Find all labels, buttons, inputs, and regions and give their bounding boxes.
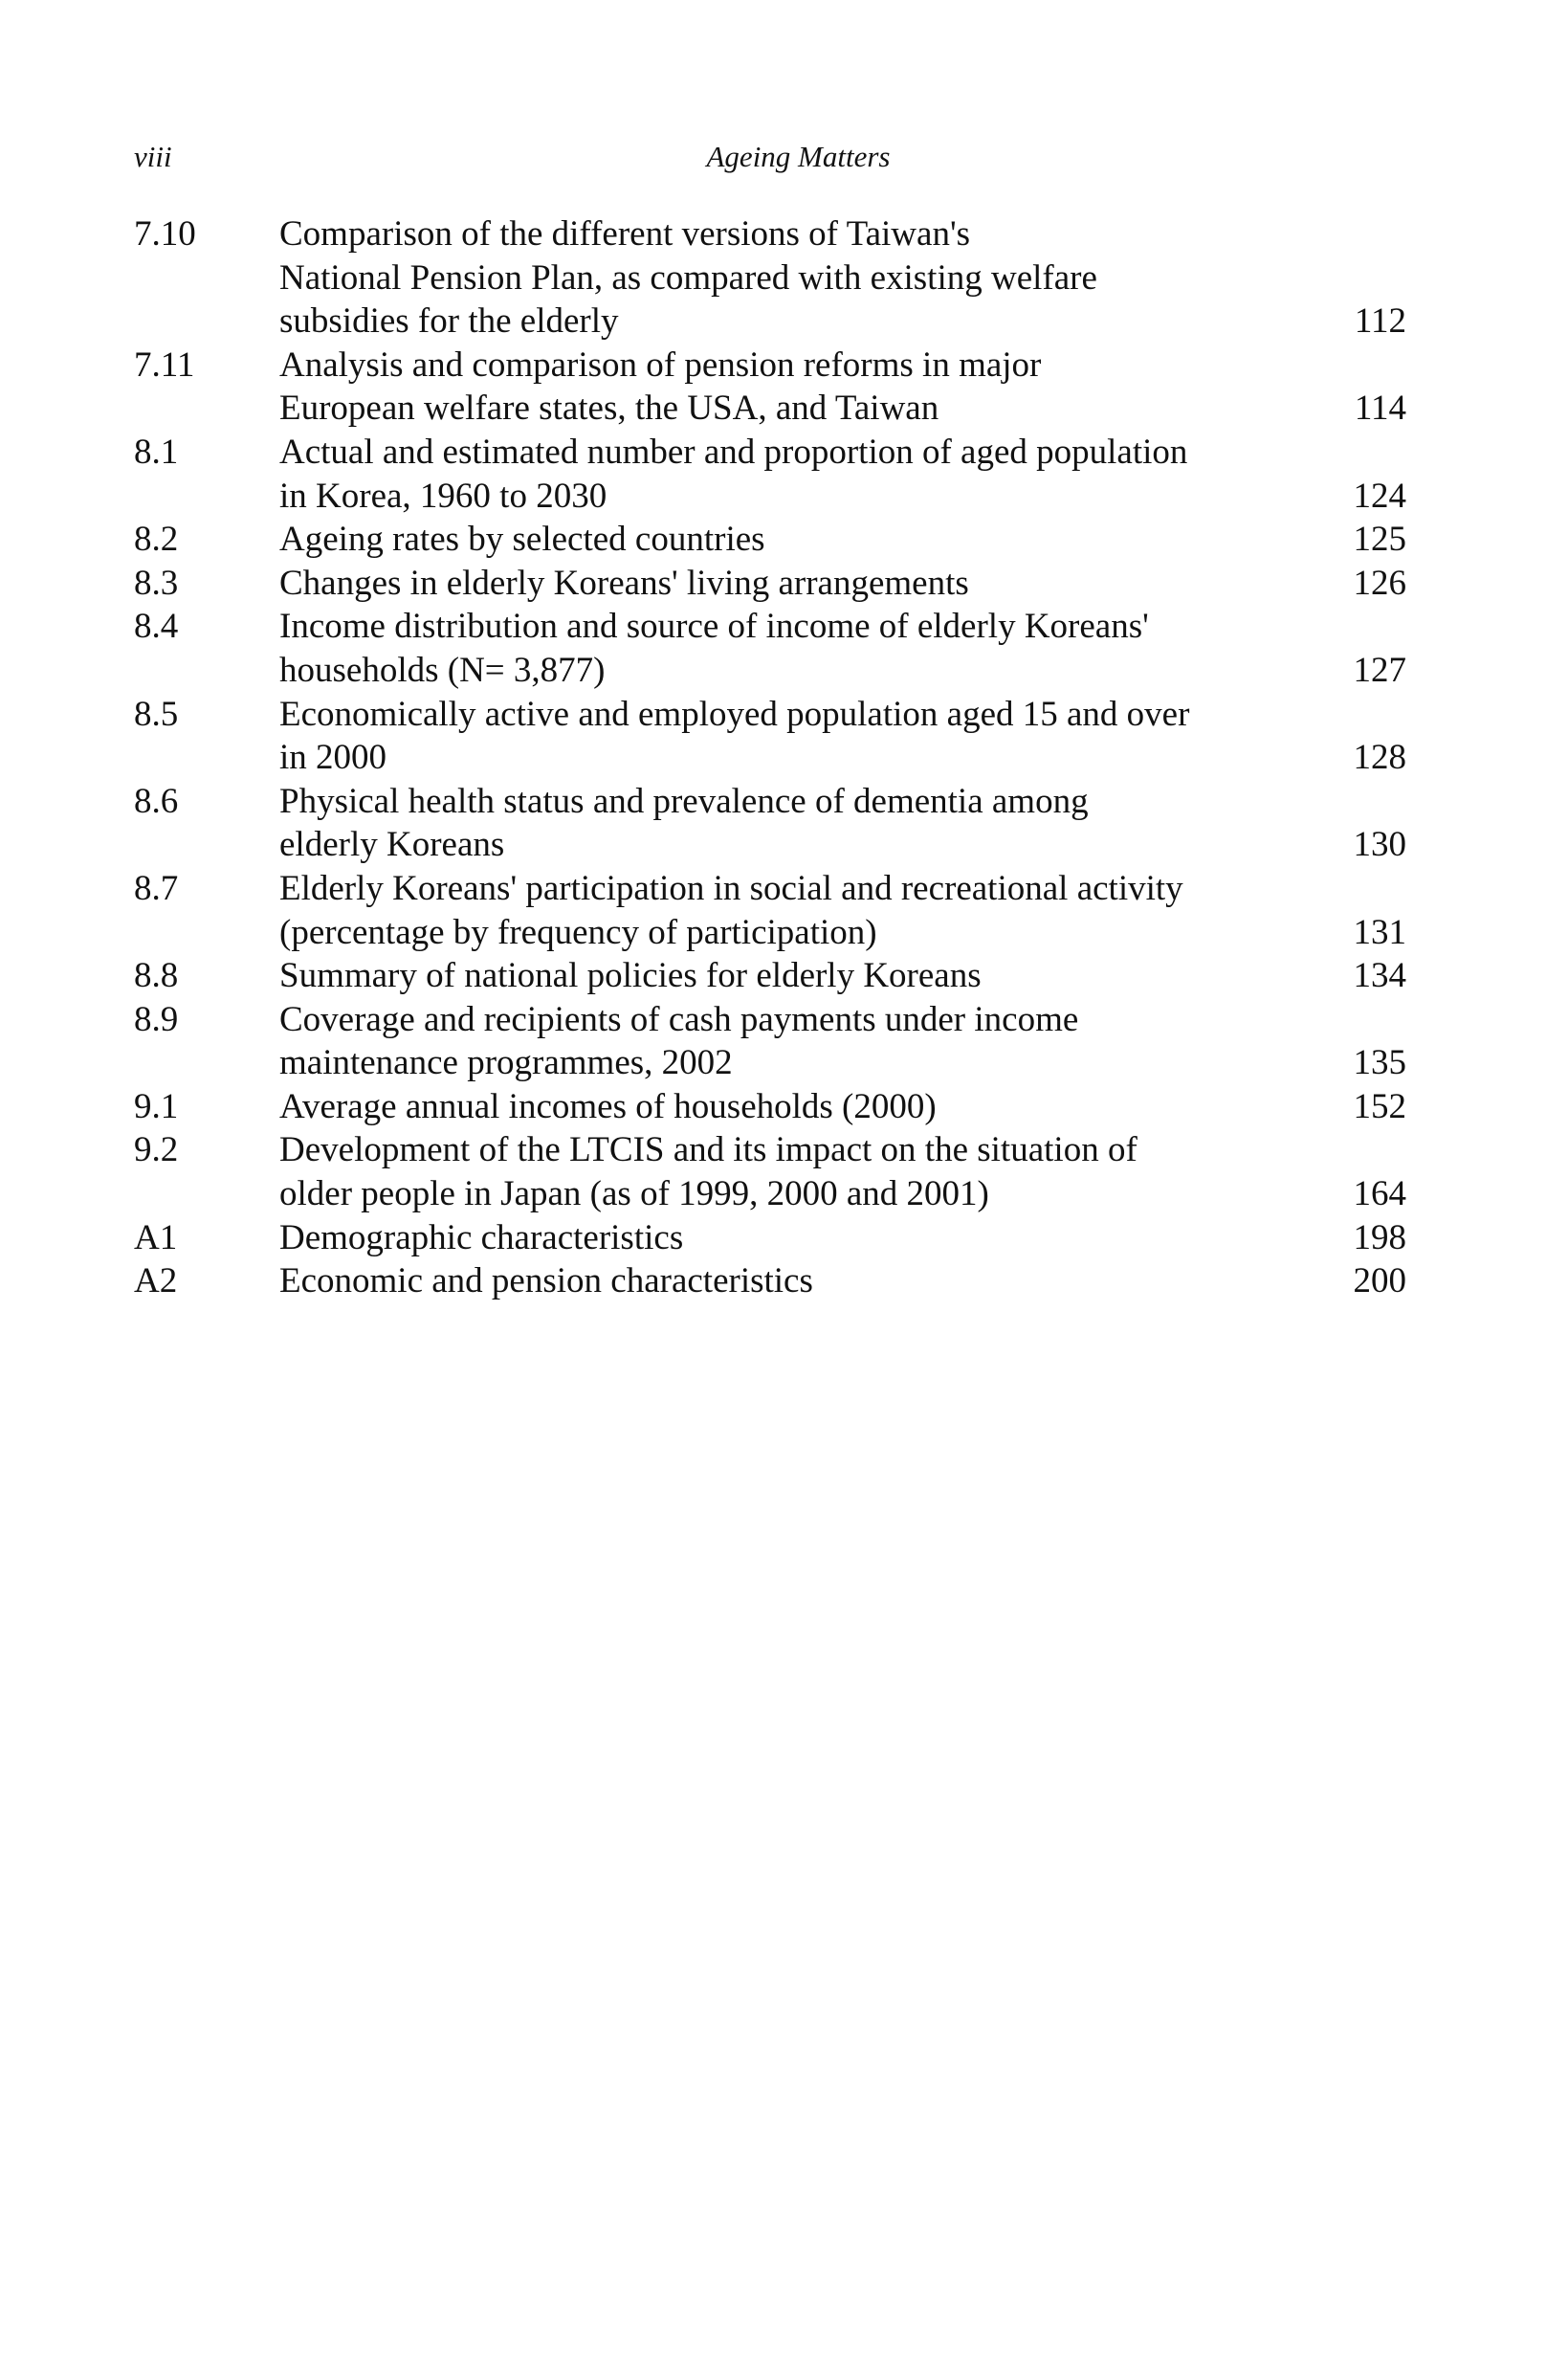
entry-title (279, 605, 1241, 692)
entry-title (279, 518, 1241, 562)
entry-title-line: Average annual incomes of households (2000) (279, 1086, 937, 1126)
entry-number: 9.2 (134, 1130, 179, 1170)
table-list (134, 212, 1406, 1303)
entry-title (279, 998, 1241, 1085)
toc-entry[interactable] (134, 518, 1406, 562)
entry-title (279, 1085, 1241, 1129)
entry-title-line: subsidies for the elderly (279, 301, 619, 342)
entry-title-line: Coverage and recipients of cash payments under income (279, 999, 1079, 1039)
entry-page: 135 (1353, 1043, 1406, 1083)
toc-entry[interactable] (134, 1128, 1406, 1215)
entry-number: 8.5 (134, 694, 179, 734)
toc-entry[interactable] (134, 998, 1406, 1085)
entry-title (279, 431, 1241, 518)
entry-title-line: in Korea, 1960 to 2030 (279, 476, 607, 516)
entry-number: 8.1 (134, 432, 179, 472)
entry-title-line: European welfare states, the USA, and Taiwan (279, 389, 939, 429)
entry-title-line: Economic and pension characteristics (279, 1261, 813, 1301)
entry-title (279, 693, 1241, 780)
entry-title-line: Analysis and comparison of pension reforms in major (279, 345, 1042, 385)
toc-entry[interactable] (134, 605, 1406, 692)
toc-entry[interactable] (134, 954, 1406, 998)
entry-page: 114 (1354, 389, 1406, 429)
toc-entry[interactable] (134, 1216, 1406, 1260)
entry-title-line: older people in Japan (as of 1999, 2000 and 2001) (279, 1174, 989, 1214)
entry-title-line: Elderly Koreans' participation in social and recreational activity (279, 868, 1183, 908)
entry-page: 164 (1353, 1174, 1406, 1214)
entry-title-line: Development of the LTCIS and its impact on the situation of (279, 1130, 1137, 1170)
entry-title-line: elderly Koreans (279, 825, 505, 865)
entry-number: 8.9 (134, 999, 179, 1039)
entry-page: 130 (1353, 825, 1406, 865)
toc-entry[interactable] (134, 1085, 1406, 1129)
entry-page: 152 (1353, 1086, 1406, 1126)
entry-number: A2 (134, 1261, 178, 1301)
entry-title (279, 1128, 1241, 1215)
entry-number: 7.11 (134, 345, 195, 385)
entry-number: 8.3 (134, 563, 179, 603)
entry-title-line: Demographic characteristics (279, 1217, 684, 1257)
toc-entry[interactable] (134, 344, 1406, 431)
running-title: Ageing Matters (706, 140, 891, 173)
entry-title-line: Actual and estimated number and proportion of aged population (279, 432, 1188, 472)
entry-title-line: households (N= 3,877) (279, 650, 606, 690)
entry-number: 8.8 (134, 956, 179, 996)
entry-title (279, 954, 1241, 998)
entry-number: 8.4 (134, 607, 179, 647)
entry-title-line: National Pension Plan, as compared with existing welfare (279, 257, 1097, 298)
toc-entry[interactable] (134, 867, 1406, 954)
entry-title (279, 562, 1241, 606)
entry-title-line: in 2000 (279, 738, 387, 778)
entry-title-line: Summary of national policies for elderly Koreans (279, 956, 982, 996)
entry-page: 134 (1353, 956, 1406, 996)
entry-page: 124 (1353, 476, 1406, 516)
entry-title-line: Economically active and employed population aged 15 and over (279, 694, 1190, 734)
entry-title (279, 1259, 1241, 1303)
entry-title-line: Comparison of the different versions of Taiwan's (279, 214, 971, 254)
entry-title-line: maintenance programmes, 2002 (279, 1043, 733, 1083)
toc-entry[interactable] (134, 1259, 1406, 1303)
entry-title (279, 1216, 1241, 1260)
entry-title (279, 867, 1241, 954)
page-number: viii (134, 140, 172, 173)
entry-page: 198 (1353, 1217, 1406, 1257)
entry-title-line: (percentage by frequency of participation) (279, 912, 877, 952)
entry-page: 200 (1353, 1261, 1406, 1301)
entry-number: 8.7 (134, 868, 179, 908)
entry-number: 8.2 (134, 520, 179, 560)
entry-number: A1 (134, 1217, 178, 1257)
entry-title (279, 212, 1241, 344)
entry-title (279, 780, 1241, 867)
toc-entry[interactable] (134, 562, 1406, 606)
toc-entry[interactable] (134, 693, 1406, 780)
entry-title-line: Physical health status and prevalence of dementia among (279, 781, 1089, 821)
entry-page: 131 (1353, 912, 1406, 952)
toc-entry[interactable] (134, 212, 1406, 344)
toc-entry[interactable] (134, 431, 1406, 518)
entry-title-line: Ageing rates by selected countries (279, 520, 765, 560)
entry-page: 125 (1353, 520, 1406, 560)
entry-title-line: Income distribution and source of income of elderly Koreans' (279, 607, 1149, 647)
entry-title (279, 344, 1241, 431)
entry-page: 126 (1353, 563, 1406, 603)
entry-number: 8.6 (134, 781, 179, 821)
entry-number: 9.1 (134, 1086, 179, 1126)
entry-page: 128 (1353, 738, 1406, 778)
entry-page: 127 (1353, 650, 1406, 690)
entry-page: 112 (1354, 301, 1406, 342)
entry-title-line: Changes in elderly Koreans' living arrangements (279, 563, 969, 603)
toc-entry[interactable] (134, 780, 1406, 867)
entry-number: 7.10 (134, 214, 196, 254)
